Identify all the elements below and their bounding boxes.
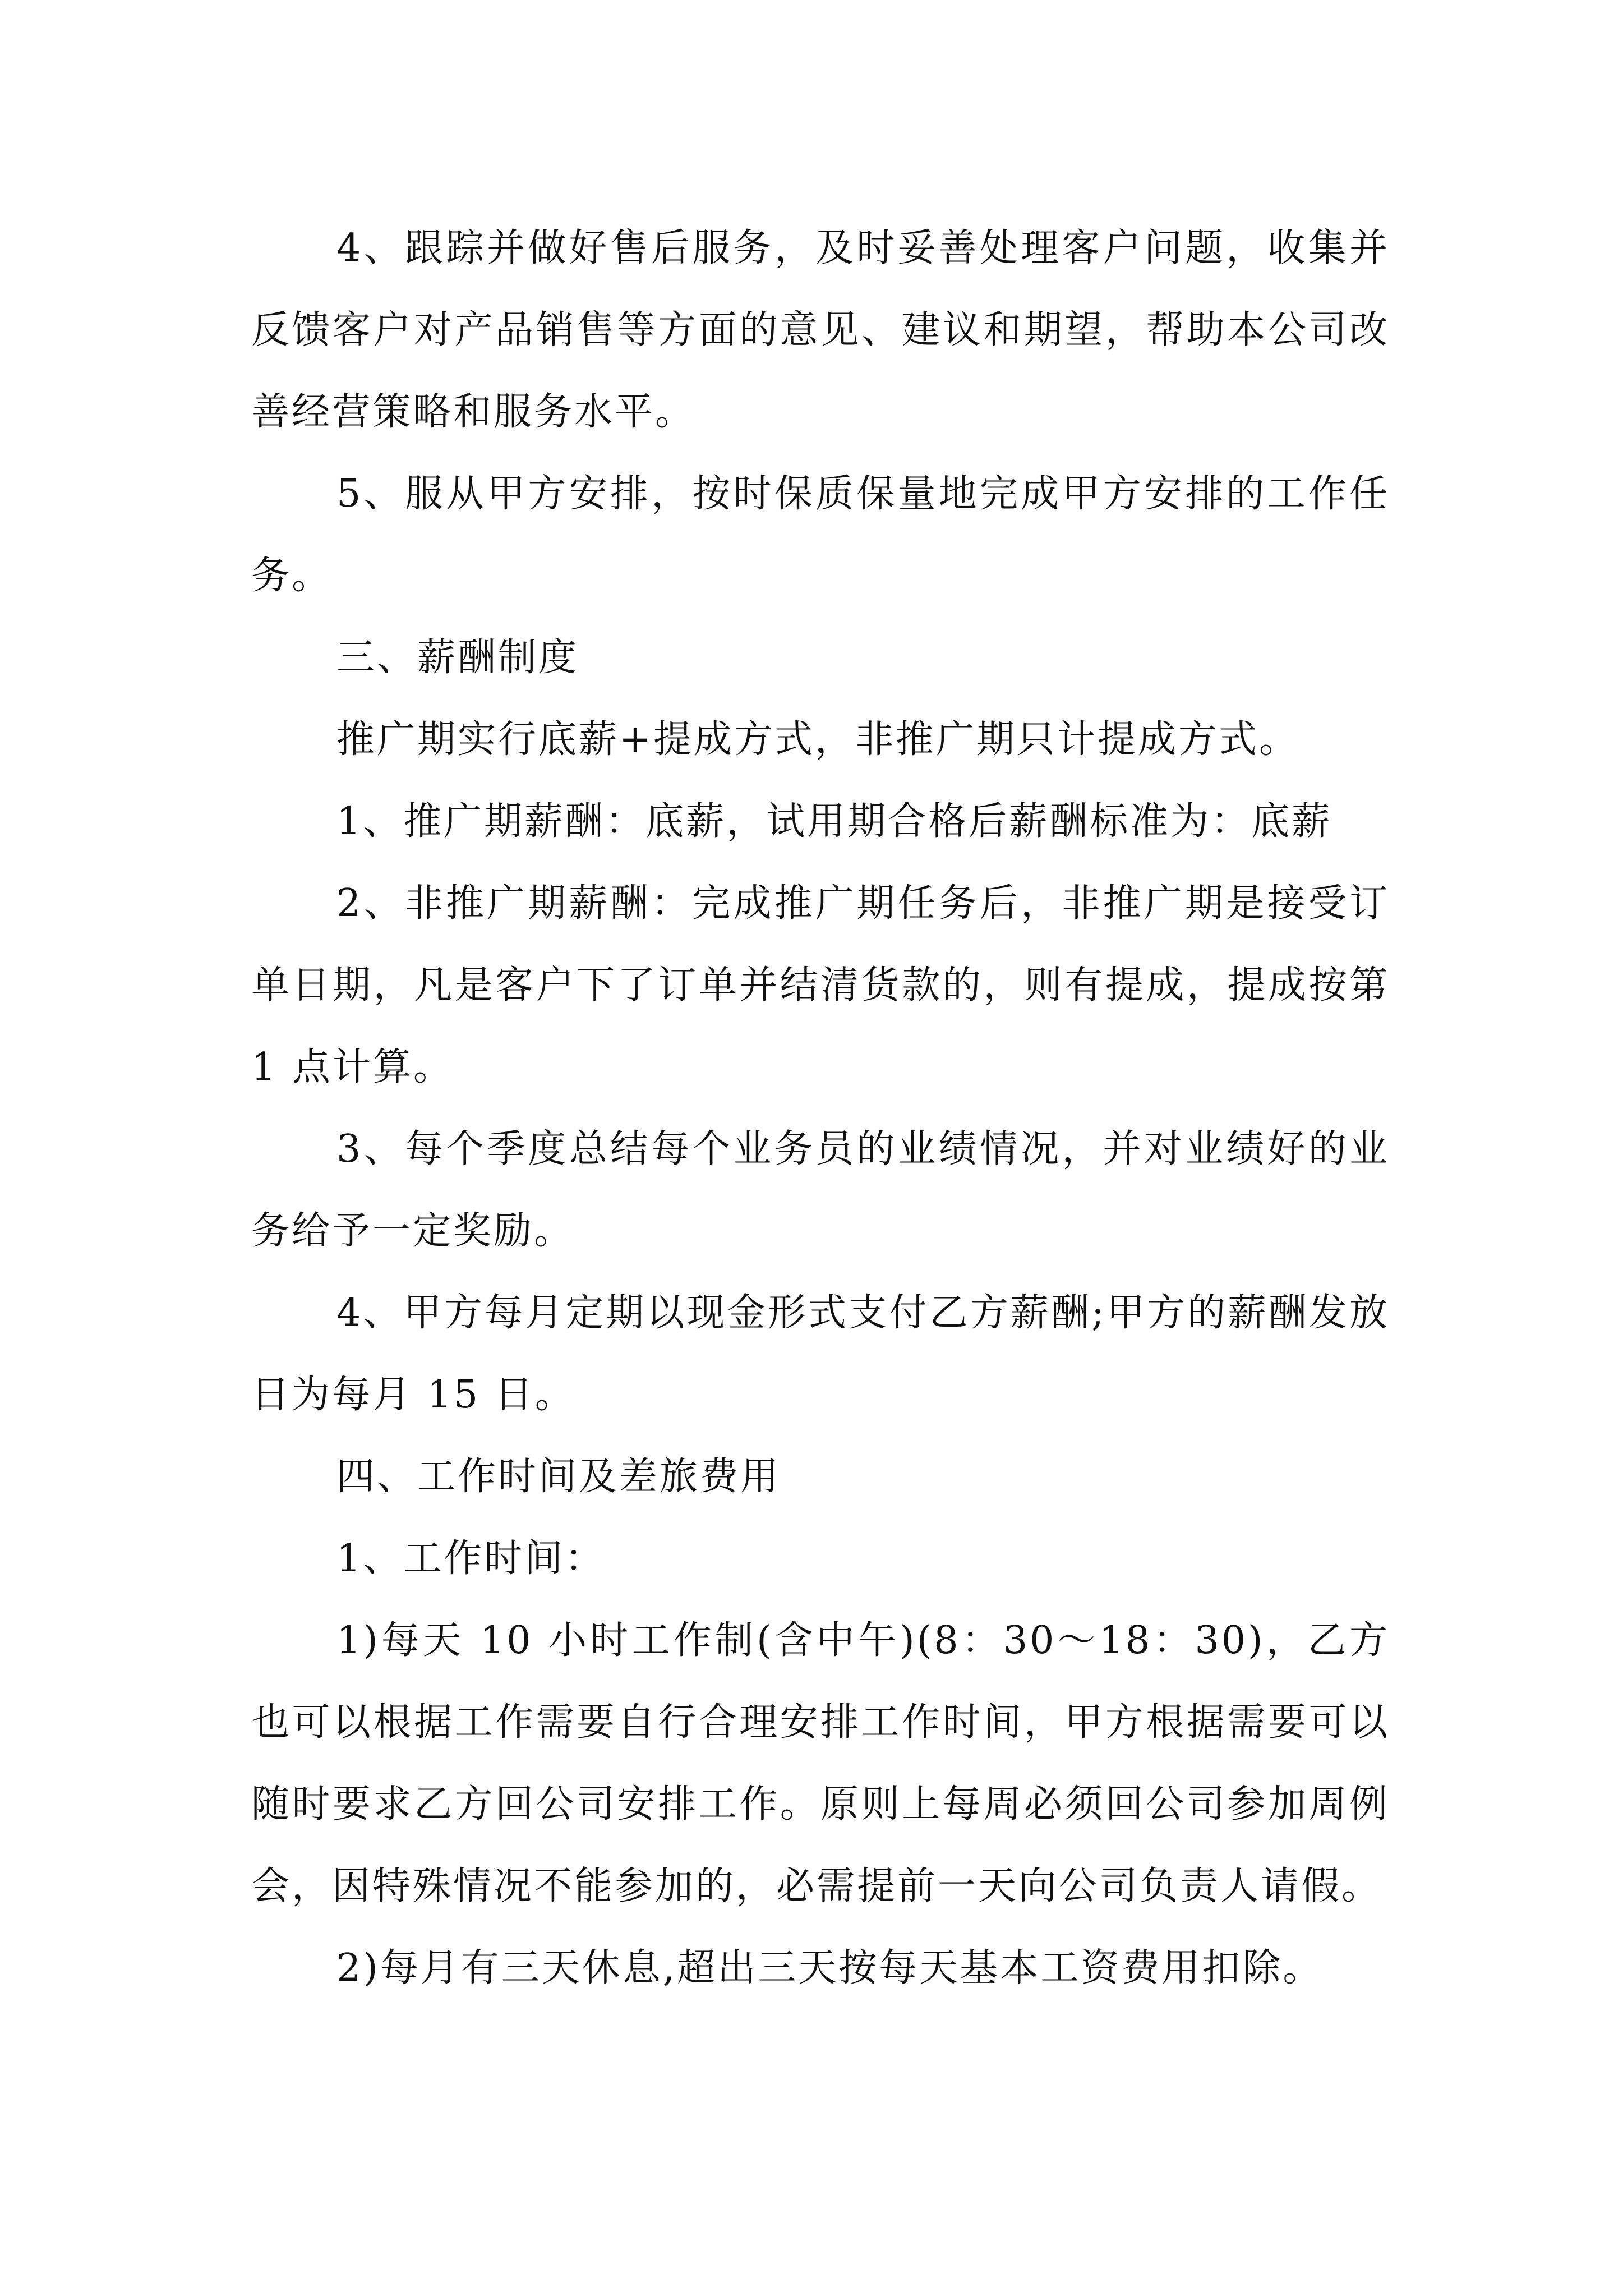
paragraph-promotion-salary: 1、推广期薪酬：底薪，试用期合格后薪酬标准为：底薪 <box>336 799 1332 844</box>
paragraph-non-promotion-salary: 2、非推广期薪酬：完成推广期任务后，非推广期是接受订单日期，凡是客户下了订单并结清货款的，则有提成，提成按第 1 点计算。 <box>251 881 1390 1089</box>
paragraph-obey-arrangement: 5、服从甲方安排，按时保质保量地完成甲方安排的工作任务。 <box>251 472 1390 598</box>
paragraph-payment-date: 4、甲方每月定期以现金形式支付乙方薪酬;甲方的薪酬发放日为每月 15 日。 <box>251 1291 1390 1417</box>
paragraph-quarterly-reward: 3、每个季度总结每个业务员的业绩情况，并对业绩好的业务给予一定奖励。 <box>251 1127 1390 1253</box>
document-body <box>251 208 1390 2009</box>
section-heading-salary: 三、薪酬制度 <box>336 636 579 680</box>
paragraph-work-time-heading: 1、工作时间： <box>336 1536 606 1581</box>
paragraph-monthly-rest: 2)每月有三天休息,超出三天按每天基本工资费用扣除。 <box>336 1946 1324 1990</box>
section-heading-work-time: 四、工作时间及差旅费用 <box>336 1455 781 1499</box>
paragraph-daily-hours: 1)每天 10 小时工作制(含中午)(8：30～18：30)，乙方也可以根据工作需要自行合理安排工作时间，甲方根据需要可以随时要求乙方回公司安排工作。原则上每周必须回公司参加周例会，因特殊情况不能参加的，必需提前一天向公司负责人请假。 <box>251 1618 1390 1908</box>
paragraph-salary-mode: 推广期实行底薪+提成方式，非推广期只计提成方式。 <box>336 717 1299 762</box>
paragraph-aftersales-service: 4、跟踪并做好售后服务，及时妥善处理客户问题，收集并反馈客户对产品销售等方面的意见、建议和期望，帮助本公司改善经营策略和服务水平。 <box>251 226 1390 434</box>
